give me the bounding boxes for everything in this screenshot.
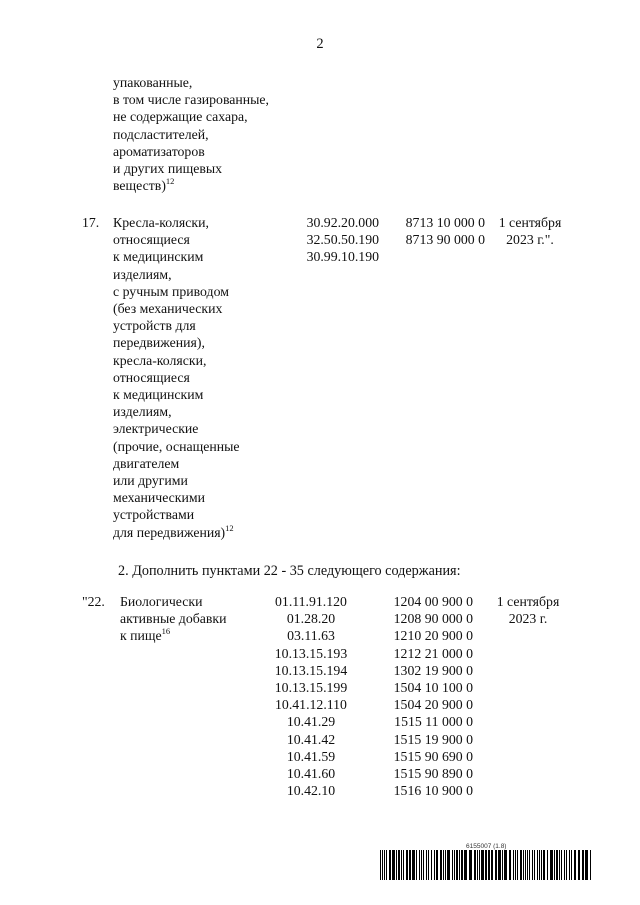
effective-date <box>490 593 566 627</box>
description-line: передвижения), <box>113 335 205 351</box>
description-line: Кресла-коляски, <box>113 215 209 230</box>
description-line: (без механических <box>113 301 223 317</box>
tnved-code: 1515 11 000 0 <box>394 714 473 730</box>
tnved-codes <box>397 214 485 248</box>
description-line: относящиеся <box>113 369 190 385</box>
footnote-ref: 16 <box>161 626 171 637</box>
description-line: не содержащие сахара, <box>113 109 248 125</box>
date-line: 1 сентября <box>496 594 560 609</box>
amendment-paragraph: 2. Дополнить пунктами 22 - 35 следующего содержания: <box>118 563 461 579</box>
okpd-code: 10.41.60 <box>286 766 336 782</box>
tnved-code: 1204 00 900 0 <box>393 594 473 609</box>
tnved-code: 1504 20 900 0 <box>393 697 473 713</box>
tnved-code: 1302 19 900 0 <box>393 662 473 678</box>
okpd-code: 10.42.10 <box>286 783 336 799</box>
description-line: устройствами <box>113 507 195 523</box>
description-line: ароматизаторов <box>113 143 205 159</box>
description-line-text: веществ) <box>113 178 166 194</box>
tnved-code: 1212 21 000 0 <box>393 645 473 661</box>
description-line <box>113 177 269 194</box>
description-line: в том числе газированные, <box>113 92 270 108</box>
tnved-code: 1515 90 690 0 <box>393 748 473 764</box>
effective-date <box>495 214 565 248</box>
row-number: 17. <box>82 215 100 230</box>
okpd-code: 10.41.59 <box>286 748 336 764</box>
description-line: изделиям, <box>113 404 172 420</box>
barcode-image <box>380 850 592 880</box>
description-line-text: для передвижения) <box>113 524 226 540</box>
tnved-code: 1515 19 900 0 <box>393 731 473 747</box>
description-line: с ручным приводом <box>113 283 229 299</box>
description-line: или другими <box>113 473 188 489</box>
okpd-code: 10.41.42 <box>286 731 336 747</box>
okpd-code: 32.50.50.190 <box>306 232 379 248</box>
tnved-code: 1504 10 100 0 <box>393 680 473 696</box>
okpd-code: 10.41.12.110 <box>275 697 347 713</box>
date-line: 2023 г.". <box>506 232 554 248</box>
description-line: к медицинским <box>113 387 204 403</box>
description-line: кресла-коляски, <box>113 352 207 368</box>
tnved-code: 8713 10 000 0 <box>405 215 485 230</box>
description-line: относящиеся <box>113 232 190 248</box>
print-code: 6155007 (1.8) <box>466 843 507 850</box>
tnved-code: 8713 90 000 0 <box>405 232 485 248</box>
description-line: упакованные, <box>113 75 193 90</box>
okpd-code: 03.11.63 <box>287 628 335 644</box>
description-line: и других пищевых <box>113 161 223 177</box>
date-line: 2023 г. <box>508 611 548 627</box>
date-line: 1 сентября <box>498 215 562 230</box>
okpd-code: 30.99.10.190 <box>306 249 379 265</box>
page-number: 2 <box>316 36 324 52</box>
okpd-code: 30.92.20.000 <box>306 215 379 230</box>
okpd-code: 10.13.15.199 <box>274 680 348 696</box>
tnved-code: 1208 90 000 0 <box>393 611 473 627</box>
description-line: электрические <box>113 421 199 437</box>
description-line: двигателем <box>113 455 180 471</box>
continued-row-description <box>113 74 269 194</box>
okpd-codes <box>297 214 379 266</box>
okpd-codes <box>268 593 354 799</box>
description-line: активные добавки <box>120 611 227 627</box>
footnote-ref: 12 <box>225 522 234 533</box>
description-line <box>120 627 226 644</box>
okpd-code: 10.41.29 <box>286 714 336 730</box>
row-number: "22. <box>82 594 105 609</box>
okpd-code: 01.11.91.120 <box>275 594 347 609</box>
description-line: к медицинским <box>113 249 204 265</box>
tnved-code: 1515 90 890 0 <box>393 766 473 782</box>
description-line: устройств для <box>113 318 196 334</box>
okpd-code: 01.28.20 <box>286 611 336 627</box>
description-line: изделиям, <box>113 266 172 282</box>
footnote-ref: 12 <box>165 176 175 187</box>
description-line <box>113 524 240 541</box>
description-line: подсластителей, <box>113 126 209 142</box>
row-description <box>113 214 240 541</box>
tnved-codes <box>383 593 473 799</box>
description-line: механическими <box>113 490 206 506</box>
description-line: Биологически <box>120 594 203 609</box>
description-line: (прочие, оснащенные <box>113 438 240 454</box>
row-description <box>120 593 226 645</box>
tnved-code: 1210 20 900 0 <box>393 628 473 644</box>
okpd-code: 10.13.15.194 <box>274 662 348 678</box>
description-line-text: к пище <box>120 628 162 644</box>
okpd-code: 10.13.15.193 <box>274 645 348 661</box>
tnved-code: 1516 10 900 0 <box>393 783 473 799</box>
